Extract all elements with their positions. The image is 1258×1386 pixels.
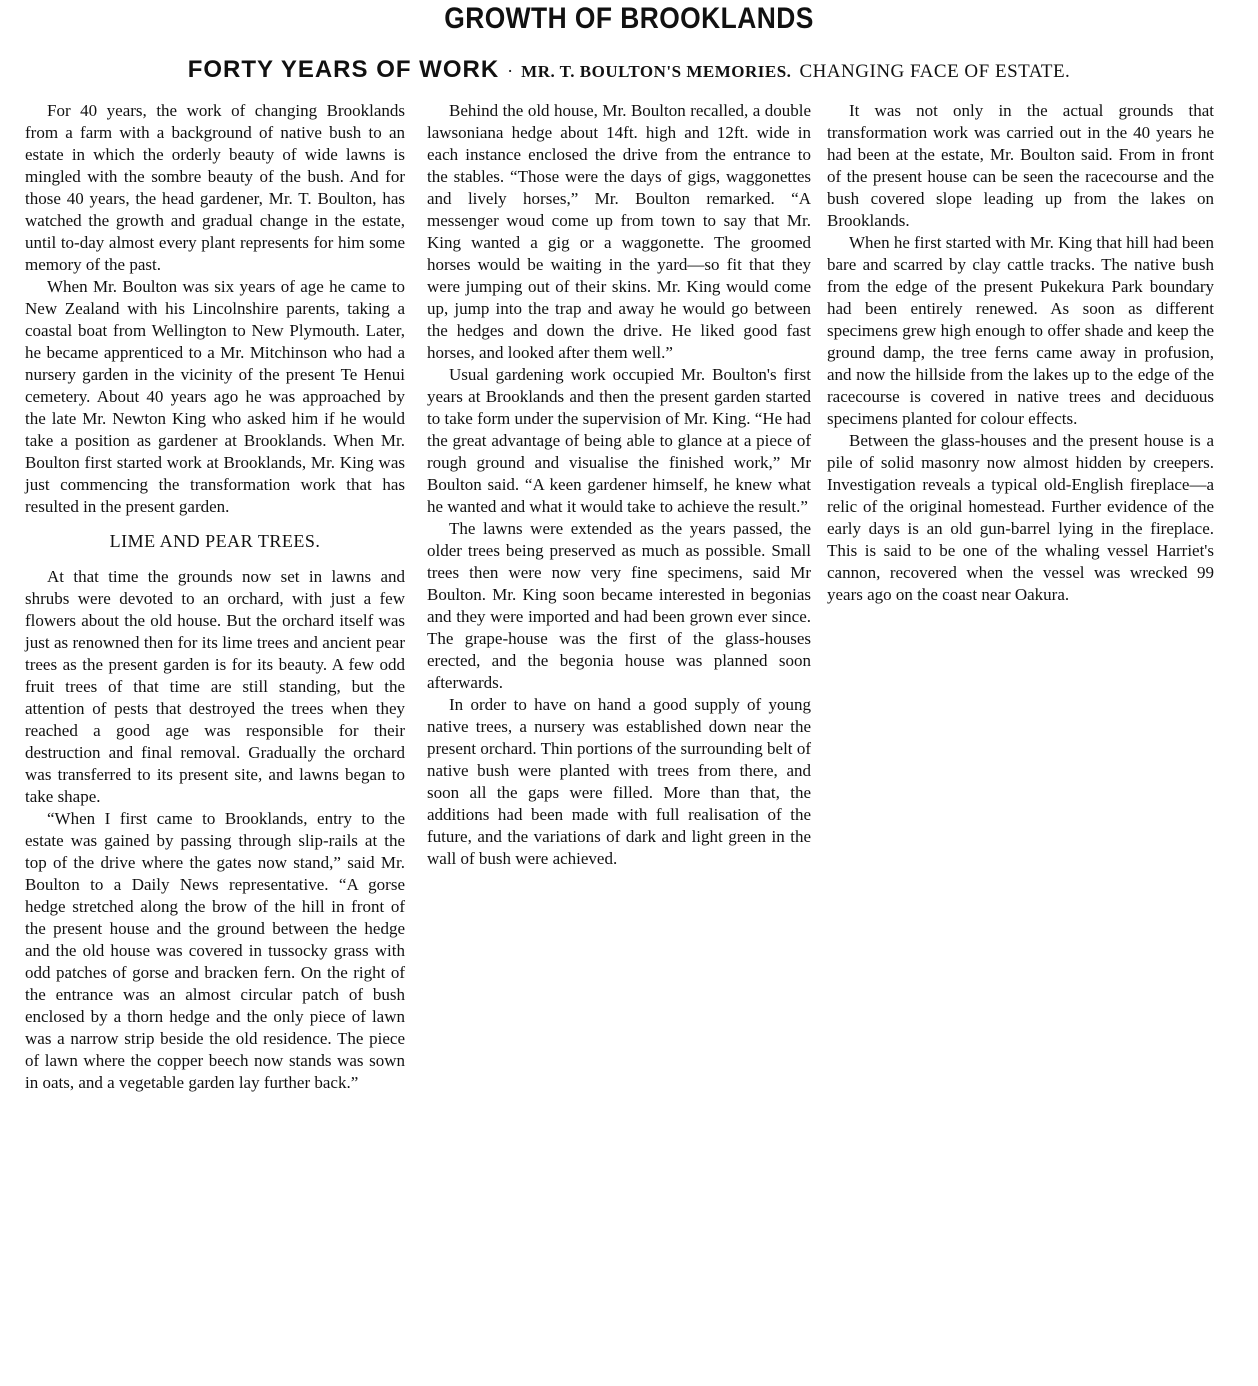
paragraph: When Mr. Boulton was six years of age he came to New Zealand with his Lincolnshire parents, taking a coastal boat from Wellington to New Plymouth. Later, he became apprenticed to a Mr. Mitchinson who had a nursery garden in the vicinity of the present Te Henui cemetery. About 40 years ago he was approached by the late Mr. Newton King who asked him if he would take a position as gardener at Brooklands. When Mr. Boulton first started work at Brooklands, Mr. King was just commencing the transformation work that has resulted in the present garden. bbox=[25, 277, 405, 516]
article-column-3 bbox=[827, 100, 1214, 606]
paragraph: Usual gardening work occupied Mr. Boulton's first years at Brooklands and then the present garden started to take form under the supervision of Mr. King. “He had the great advantage of being able to glance at a piece of rough ground and visualise the finished work,” Mr Boulton said. “A keen gardener himself, he knew what he wanted and what it would take to achieve the result.” bbox=[427, 365, 811, 516]
paragraph: When he first started with Mr. King that hill had been bare and scarred by clay cattle tracks. The native bush from the edge of the present Pukekura Park boundary had been entirely renewed. As soon as different specimens grew high enough to offer shade and keep the ground damp, the tree ferns came away in profusion, and now the hillside from the lakes up to the edge of the racecourse is covered in native trees and deciduous specimens planted for colour effects. bbox=[827, 233, 1214, 428]
subheadline bbox=[0, 56, 1258, 84]
subhead-forty-years: FORTY YEARS OF WORK bbox=[187, 56, 500, 83]
headline: GROWTH OF BROOKLANDS bbox=[444, 2, 814, 35]
paragraph: Between the glass-houses and the present house is a pile of solid masonry now almost hidden by creepers. Investigation reveals a typical old-English fireplace—a relic of the original homestead. Further evidence of the early days is an old gun-barrel lying in the fireplace. This is said to be one of the whaling vessel Harriet's cannon, recovered when the vessel was wrecked 99 years ago on the coast near Oakura. bbox=[827, 431, 1214, 604]
article-column-2 bbox=[427, 100, 811, 870]
paragraph: For 40 years, the work of changing Brooklands from a farm with a background of native bush to an estate in which the orderly beauty of wide lawns is mingled with the sombre beauty of the bush. And for those 40 years, the head gardener, Mr. T. Boulton, has watched the growth and gradual change in the estate, until to-day almost every plant represents for him some memory of the past. bbox=[25, 101, 405, 274]
paragraph: “When I first came to Brooklands, entry to the estate was gained by passing through slip-rails at the top of the drive where the gates now stand,” said Mr. Boulton to a Daily News representative. “A gorse hedge stretched along the brow of the hill in front of the present house and the ground between the hedge and the old house was covered in tussocky grass with odd patches of gorse and bracken fern. On the right of the entrance was an almost circular patch of bush enclosed by a thorn hedge and the only piece of lawn was a narrow strip beside the old residence. The piece of lawn where the copper beech now stands was sown in oats, and a vegetable garden lay further back.” bbox=[25, 809, 405, 1092]
paragraph: At that time the grounds now set in lawns and shrubs were devoted to an orchard, with just a few flowers about the old house. But the orchard itself was just as renowned then for its lime trees and ancient pear trees as the present garden is for its beauty. A few odd fruit trees of that time are still standing, but the attention of pests that destroyed the trees when they reached a good age was responsible for their destruction and final removal. Gradually the orchard was transferred to its present site, and lawns began to take shape. bbox=[25, 567, 405, 806]
article-column-1 bbox=[25, 100, 405, 1094]
subhead-memories: MR. T. BOULTON'S MEMORIES. bbox=[521, 62, 792, 81]
paragraph: The lawns were extended as the years passed, the older trees being preserved as much as possible. Small trees then were now very fine specimens, said Mr Boulton. Mr. King soon became interested in begonias and they were imported and had been grown ever since. The grape-house was the first of the glass-houses erected, and the begonia house was planned soon afterwards. bbox=[427, 519, 811, 692]
subhead-changing-face: CHANGING FACE OF ESTATE. bbox=[799, 61, 1071, 82]
subhead-separator: · bbox=[507, 61, 514, 81]
paragraph: Behind the old house, Mr. Boulton recalled, a double lawsoniana hedge about 14ft. high and 12ft. wide in each instance enclosed the drive from the entrance to the stables. “Those were the days of gigs, waggonettes and lively horses,” Mr. Boulton remarked. “A messenger woud come up from town to say that Mr. King wanted a gig or a waggonette. The groomed horses would be waiting in the yard—so fit that they were jumping out of their skins. Mr. King would come up, jump into the trap and away he would go between the hedges and down the drive. He liked good fast horses, and looked after them well.” bbox=[427, 101, 811, 362]
paragraph: It was not only in the actual grounds that transformation work was carried out in the 40 years he had been at the estate, Mr. Boulton said. From in front of the present house can be seen the racecourse and the bush covered slope leading up from the lakes on Brooklands. bbox=[827, 101, 1214, 230]
section-heading: LIME AND PEAR TREES. bbox=[109, 531, 321, 551]
paragraph: In order to have on hand a good supply of young native trees, a nursery was established down near the present orchard. Thin portions of the surrounding belt of native bush were planted with trees from there, and soon all the gaps were filled. More than that, the additions had been made with full realisation of the future, and the variations of dark and light green in the wall of bush were achieved. bbox=[427, 695, 811, 868]
